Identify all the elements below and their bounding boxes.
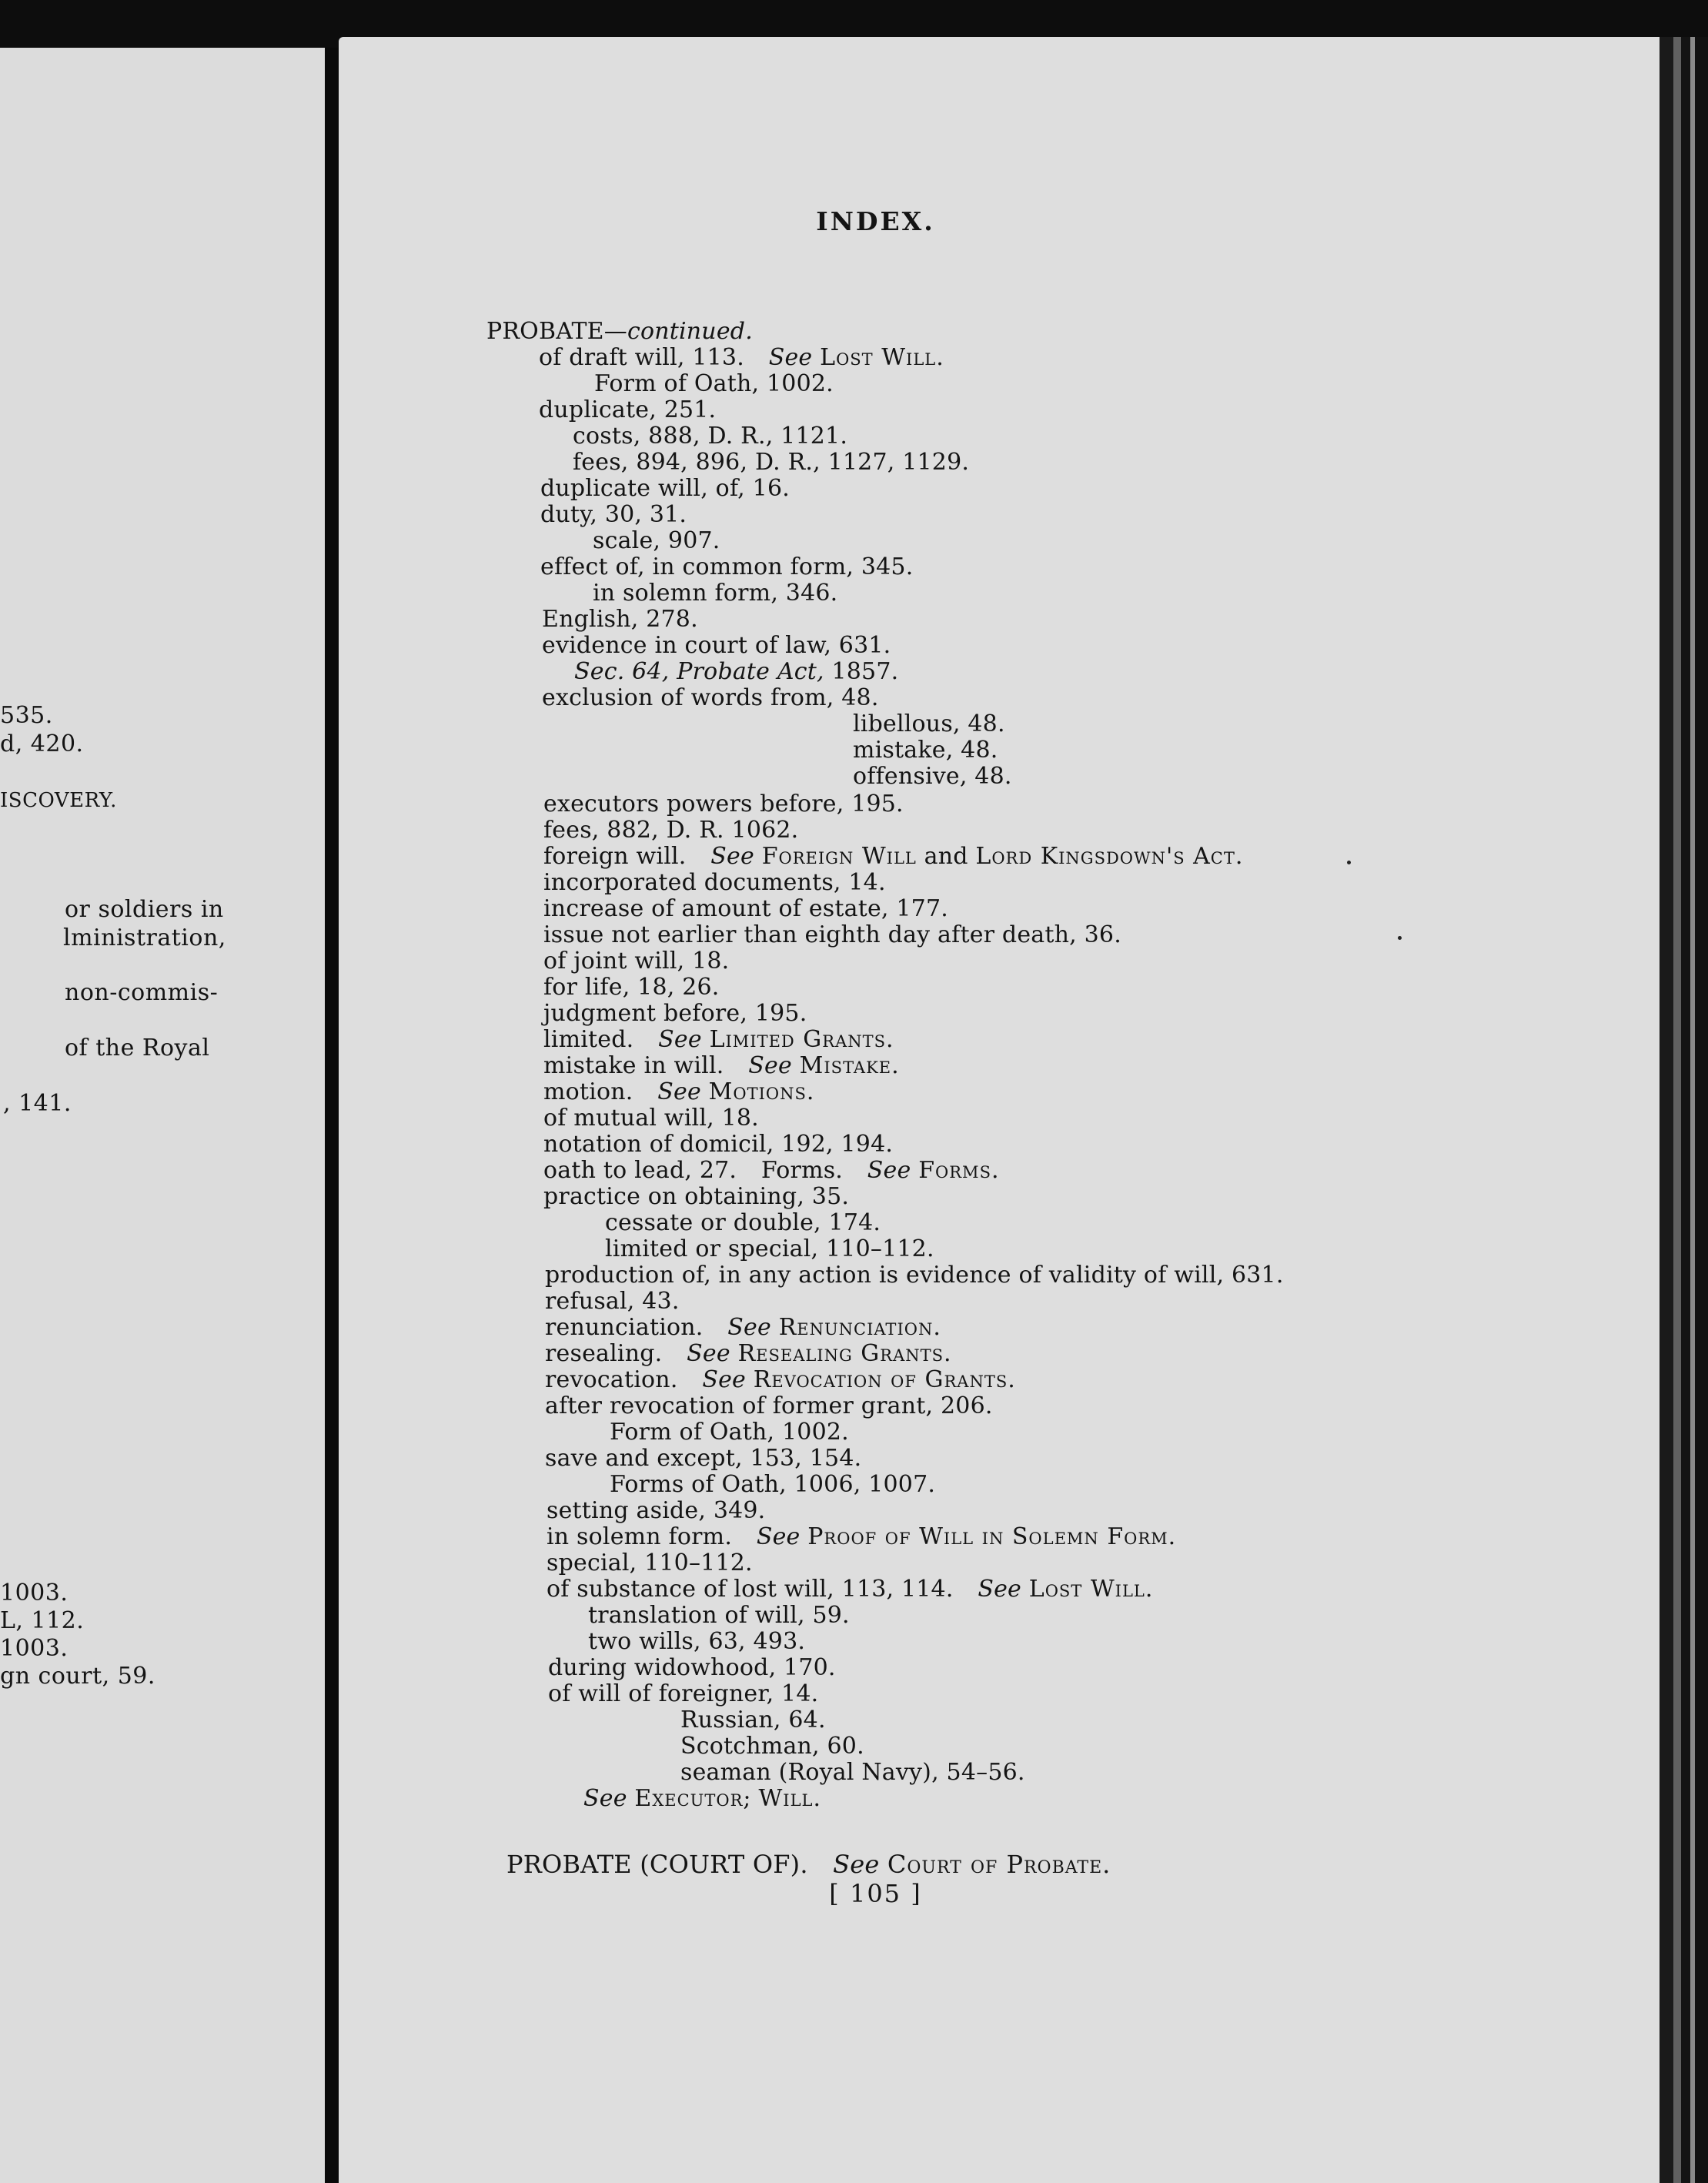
entry-text: refusal, 43. [545, 1288, 680, 1315]
left-page-fragment: lministration, [63, 924, 226, 951]
heading-term: PROBATE (COURT OF). [506, 1850, 808, 1879]
entry-text: effect of, in common form, 345. [540, 553, 914, 580]
left-page-fragment: of the Royal [65, 1035, 210, 1061]
cross-reference: Lord Kingsdown's Act. [975, 843, 1244, 870]
cross-reference: Revocation of Grants. [753, 1366, 1016, 1393]
see-label: See [768, 344, 813, 371]
see-label: See [687, 1340, 730, 1367]
index-entry [545, 1341, 952, 1367]
act-name: Probate Act, [677, 658, 824, 685]
index-entry [543, 1105, 759, 1132]
index-entry [543, 1027, 894, 1053]
index-entry [545, 1289, 680, 1315]
print-speck [1347, 861, 1351, 864]
cross-reference: Mistake. [799, 1052, 900, 1079]
index-entry [680, 1707, 826, 1733]
entry-text: during widowhood, 170. [548, 1654, 836, 1681]
entry-text: save and except, 153, 154. [545, 1445, 862, 1472]
see-label: See [748, 1052, 792, 1079]
entry-text: evidence in court of law, 631. [542, 632, 891, 659]
index-entry [588, 1629, 805, 1655]
index-entry [543, 974, 720, 1001]
cross-reference: Resealing Grants. [737, 1340, 952, 1367]
see-label: See [978, 1576, 1022, 1603]
index-entry [610, 1472, 935, 1498]
entry-text: of joint will, 18. [543, 948, 730, 974]
left-page-fragment: non-commis- [65, 979, 219, 1006]
cross-reference: Proof of Will in Solemn Form. [807, 1523, 1177, 1550]
index-entry [545, 1262, 1284, 1289]
index-entry [543, 896, 948, 922]
see-label: See [833, 1850, 880, 1879]
entry-text: foreign will. [543, 843, 687, 870]
left-page-fragment: 535. [0, 702, 53, 729]
index-entry-court-of-probate [506, 1851, 1111, 1877]
cross-reference: Will. [758, 1785, 822, 1812]
entry-text: duplicate, 251. [539, 396, 717, 423]
page-header: INDEX. [816, 206, 935, 236]
index-entry [543, 1158, 1000, 1184]
entry-text: duty, 30, 31. [540, 501, 687, 528]
index-entry [543, 1001, 807, 1027]
index-entry [545, 1446, 861, 1472]
entry-text: resealing. [545, 1340, 663, 1367]
cross-reference: Motions. [708, 1078, 815, 1105]
index-entry [540, 476, 790, 502]
heading-term: PROBATE— [486, 318, 627, 345]
index-entry [593, 528, 720, 554]
entry-text: seaman (Royal Navy), 54–56. [680, 1759, 1025, 1786]
index-entry [539, 397, 716, 423]
entry-text: scale, 907. [593, 527, 720, 554]
see-label: See [583, 1785, 627, 1812]
index-entry [543, 844, 1243, 870]
index-entry [542, 607, 698, 633]
entry-text: judgment before, 195. [543, 1000, 807, 1027]
index-entry [588, 1603, 850, 1629]
entry-text: fees, 894, 896, D. R., 1127, 1129. [573, 449, 970, 476]
index-entry [545, 1367, 1016, 1393]
entry-text: of draft will, 113. [539, 344, 744, 371]
entry-text: English, 278. [542, 606, 698, 633]
index-entry [540, 502, 687, 528]
left-page-fragment: gn court, 59. [0, 1663, 155, 1690]
separator: ; [743, 1785, 751, 1812]
cross-reference: Lost Will. [1028, 1576, 1154, 1603]
index-page [339, 37, 1660, 2183]
entry-text: mistake in will. [543, 1052, 724, 1079]
index-entry [605, 1236, 934, 1262]
entry-text: exclusion of words from, 48. [542, 684, 879, 711]
index-entry [594, 371, 834, 397]
entry-text: of mutual will, 18. [543, 1105, 759, 1132]
entry-text: setting aside, 349. [546, 1497, 766, 1524]
index-entry [574, 659, 898, 685]
cross-reference: Limited Grants. [709, 1026, 894, 1053]
page-number: [ 105 ] [829, 1879, 922, 1908]
index-entry [543, 817, 798, 844]
index-entry [543, 1184, 849, 1210]
entry-text: production of, in any action is evidence of validity of will, 631. [545, 1262, 1284, 1289]
see-label: See [658, 1026, 702, 1053]
index-entry [593, 580, 837, 607]
index-entry [573, 423, 847, 450]
index-entry [543, 948, 729, 974]
entry-text: of will of foreigner, 14. [548, 1680, 819, 1707]
index-heading [486, 319, 753, 345]
index-entry [543, 1132, 893, 1158]
index-entry [548, 1655, 836, 1681]
index-entry [546, 1498, 765, 1524]
conjunction: and [924, 843, 968, 870]
entry-text: motion. [543, 1078, 633, 1105]
entry-text: duplicate will, of, 16. [540, 475, 790, 502]
see-label: See [657, 1078, 701, 1105]
act-year: 1857. [831, 658, 899, 685]
entry-text: fees, 882, D. R. 1062. [543, 817, 799, 844]
index-entry [546, 1550, 753, 1576]
index-entry [853, 737, 998, 764]
left-page-fragment: L, 112. [0, 1607, 85, 1634]
left-page-fragment: or soldiers in [65, 896, 224, 923]
cross-reference: Forms. [918, 1157, 1000, 1184]
book-gutter [325, 48, 339, 2183]
entry-text: in solemn form. [546, 1523, 733, 1550]
index-entry [853, 711, 1005, 737]
index-entry [853, 764, 1012, 790]
entry-text: oath to lead, 27. [543, 1157, 737, 1184]
see-label: See [702, 1366, 746, 1393]
entry-text: in solemn form, 346. [593, 580, 838, 607]
entry-text: two wills, 63, 493. [588, 1628, 806, 1655]
heading-continued: continued. [627, 318, 753, 345]
left-page-fragment: 1003. [0, 1580, 69, 1606]
see-label: See [756, 1523, 801, 1550]
entry-text: Russian, 64. [680, 1707, 826, 1733]
index-entry [542, 633, 891, 659]
index-entry [543, 870, 886, 896]
entry-text: increase of amount of estate, 177. [543, 895, 948, 922]
cross-reference: Foreign Will [761, 843, 917, 870]
index-entry [546, 1576, 1153, 1603]
entry-text: mistake, 48. [853, 737, 998, 764]
cross-reference: Court of Probate. [887, 1850, 1111, 1879]
entry-text: libellous, 48. [853, 710, 1005, 737]
entry-text: costs, 888, D. R., 1121. [573, 423, 848, 450]
entry-text: Form of Oath, 1002. [610, 1419, 849, 1446]
entry-text: offensive, 48. [853, 763, 1012, 790]
index-entry [543, 922, 1121, 948]
index-entry [605, 1210, 881, 1236]
index-entry [573, 450, 969, 476]
entry-text: cessate or double, 174. [605, 1209, 881, 1236]
index-entry [548, 1681, 818, 1707]
left-page-fragment: ISCOVERY. [0, 789, 117, 812]
section-ref: Sec. 64, [574, 658, 670, 685]
index-entry [543, 1053, 900, 1079]
see-label: See [710, 843, 754, 870]
index-entry [610, 1419, 849, 1446]
see-label: See [867, 1157, 911, 1184]
entry-text: revocation. [545, 1366, 678, 1393]
entry-text: renunciation. [545, 1314, 704, 1341]
entry-text: limited. [543, 1026, 634, 1053]
index-entry [540, 554, 913, 580]
entry-text: limited or special, 110–112. [605, 1235, 934, 1262]
entry-text: translation of will, 59. [588, 1602, 850, 1629]
print-speck [1398, 936, 1402, 940]
see-label: See [727, 1314, 771, 1341]
entry-text: of substance of lost will, 113, 114. [546, 1576, 954, 1603]
index-entry [543, 791, 904, 817]
entry-text: after revocation of former grant, 206. [545, 1392, 993, 1419]
index-entry [545, 1315, 941, 1341]
entry-text: for life, 18, 26. [543, 974, 720, 1001]
entry-text: Forms. [760, 1157, 844, 1184]
left-page-fragment: d, 420. [0, 730, 84, 757]
cross-reference: Renunciation. [778, 1314, 941, 1341]
entry-text: practice on obtaining, 35. [543, 1183, 850, 1210]
book-right-edge [1660, 37, 1708, 2183]
left-facing-page [0, 48, 325, 2183]
index-entry [545, 1393, 993, 1419]
entry-text: incorporated documents, 14. [543, 869, 886, 896]
index-entry [546, 1524, 1176, 1550]
cross-reference: Executor [634, 1785, 744, 1812]
entry-text: executors powers before, 195. [543, 791, 904, 817]
index-entry [539, 345, 944, 371]
entry-text: special, 110–112. [546, 1549, 753, 1576]
index-entry [543, 1079, 814, 1105]
entry-text: Scotchman, 60. [680, 1733, 864, 1760]
left-page-fragment: 1003. [0, 1635, 69, 1662]
entry-text: issue not earlier than eighth day after death, 36. [543, 921, 1121, 948]
entry-text: Forms of Oath, 1006, 1007. [610, 1471, 936, 1498]
cross-reference: Lost Will. [820, 344, 944, 371]
index-entry [542, 685, 879, 711]
index-entry [583, 1786, 821, 1812]
left-page-fragment: , 141. [3, 1090, 72, 1117]
index-entry [680, 1733, 864, 1760]
entry-text: Form of Oath, 1002. [594, 370, 834, 397]
entry-text: notation of domicil, 192, 194. [543, 1131, 894, 1158]
index-entry [680, 1760, 1025, 1786]
